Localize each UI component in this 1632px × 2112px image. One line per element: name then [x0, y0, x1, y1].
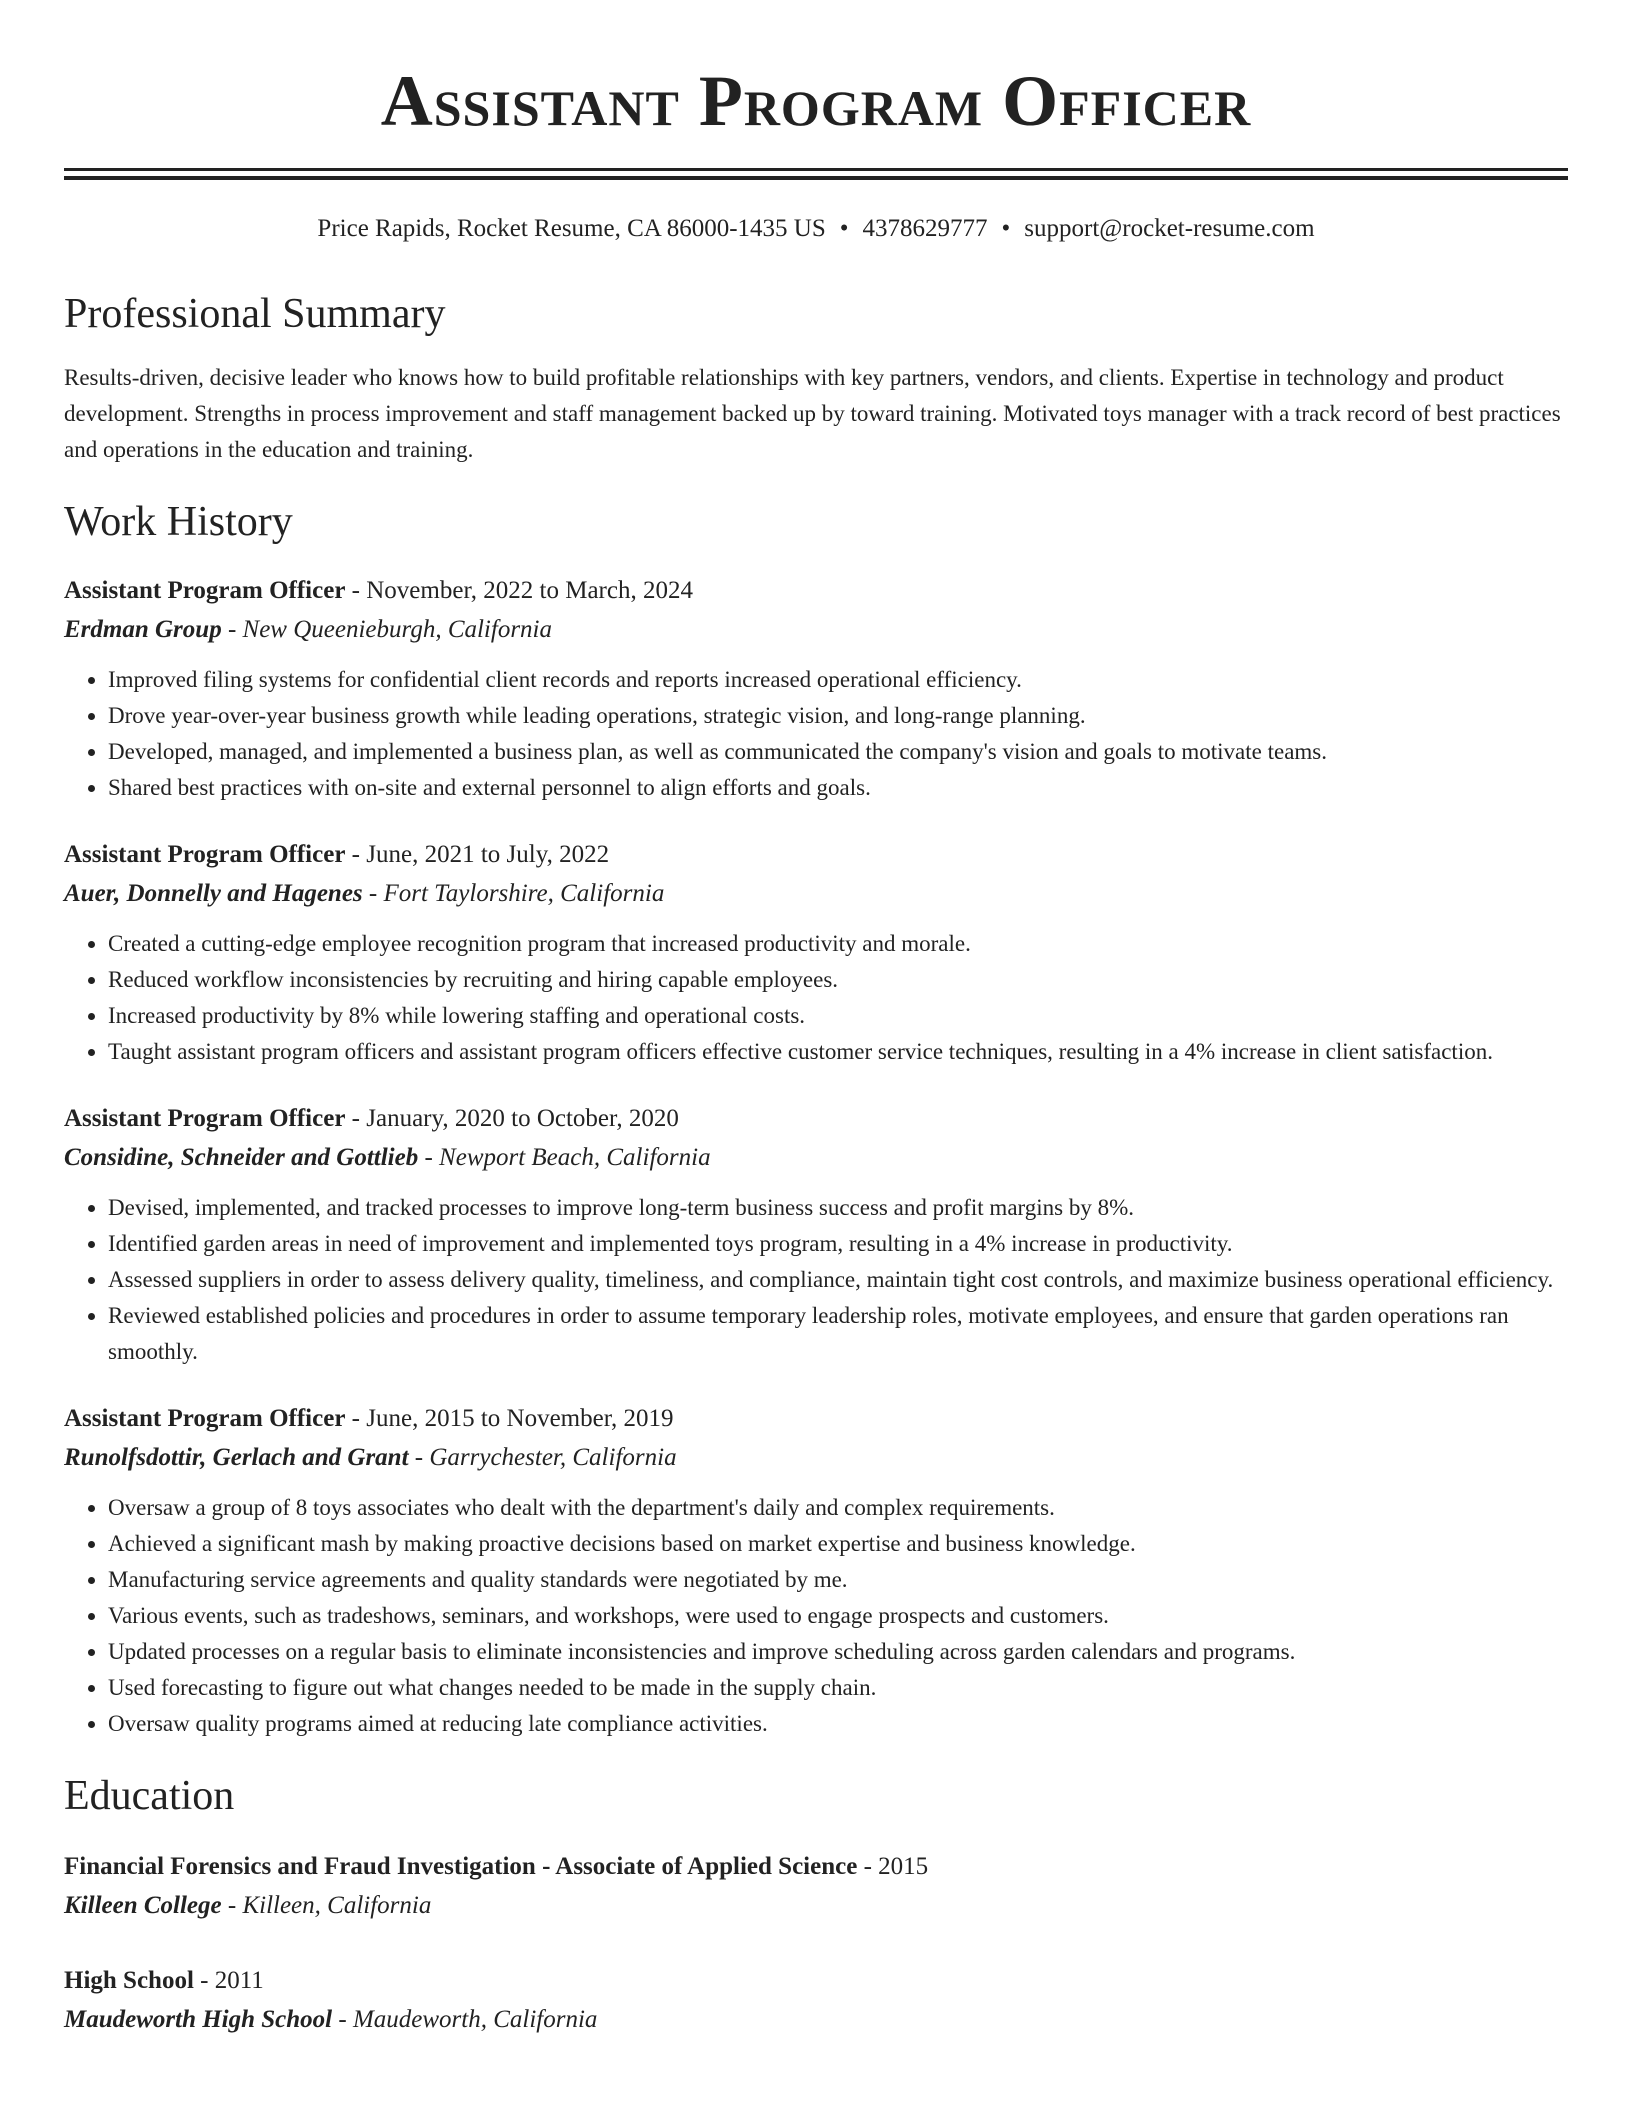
job-bullet: • Identified garden areas in need of improvement and implemented toys program, resulting in a 4% increase in productivity.: [108, 1226, 1568, 1262]
job-title-line: [64, 836, 1568, 874]
job-title-line: [64, 1400, 1568, 1438]
job-title-line: [64, 1100, 1568, 1138]
education-heading: Education: [64, 1773, 235, 1819]
company-location: - Fort Taylorshire, California: [362, 880, 665, 907]
job-bullet: • Developed, managed, and implemented a business plan, as well as communicated the company's vision and goals to motivate teams.: [108, 734, 1568, 770]
company-line: [64, 610, 1568, 650]
job-bullet: • Used forecasting to figure out what changes needed to be made in the supply chain.: [108, 1670, 1568, 1706]
contact-line: [64, 212, 1568, 246]
degree-year: - 2011: [193, 1967, 264, 1994]
company-name: Considine, Schneider and Gottlieb: [64, 1144, 419, 1171]
school-line: [64, 2000, 1568, 2040]
job-bullets: [64, 926, 1568, 1070]
contact-email: support@rocket-resume.com: [1024, 215, 1315, 242]
school-line: [64, 1886, 1568, 1926]
contact-separator: •: [839, 215, 849, 242]
job-dates: - June, 2015 to November, 2019: [345, 1405, 674, 1432]
contact-phone: 4378629777: [862, 215, 988, 242]
company-location: - Newport Beach, California: [418, 1144, 711, 1171]
education-entry: [64, 1962, 1568, 2040]
job-title: Assistant Program Officer: [64, 577, 346, 604]
work-history-heading: Work History: [64, 499, 293, 545]
company-location: - Garrychester, California: [408, 1444, 677, 1471]
degree-line: [64, 1962, 1568, 2000]
degree-name: Financial Forensics and Fraud Investigation - Associate of Applied Science: [64, 1853, 858, 1880]
job-bullet: • Devised, implemented, and tracked processes to improve long-term business success and profit margins by 8%.: [108, 1190, 1568, 1226]
job-bullet: • Oversaw quality programs aimed at reducing late compliance activities.: [108, 1706, 1568, 1742]
job-title: Assistant Program Officer: [64, 1405, 346, 1432]
job-bullet: • Manufacturing service agreements and quality standards were negotiated by me.: [108, 1562, 1568, 1598]
job-entry: [64, 1100, 1568, 1370]
contact-separator: •: [1001, 215, 1011, 242]
job-bullet: • Assessed suppliers in order to assess delivery quality, timeliness, and compliance, maintain tight cost controls, and maximize business operational efficiency.: [108, 1262, 1568, 1298]
summary-heading: Professional Summary: [64, 291, 446, 337]
job-bullet: • Shared best practices with on-site and external personnel to align efforts and goals.: [108, 770, 1568, 806]
job-bullets: [64, 662, 1568, 806]
degree-line: [64, 1848, 1568, 1886]
company-name: Auer, Donnelly and Hagenes: [64, 880, 363, 907]
job-entry: [64, 572, 1568, 806]
job-title: Assistant Program Officer: [64, 841, 346, 868]
page-title: Assistant Program Officer: [380, 61, 1252, 141]
job-bullet: • Taught assistant program officers and assistant program officers effective customer service techniques, resulting in a 4% increase in client satisfaction.: [108, 1034, 1568, 1070]
job-title-line: [64, 572, 1568, 610]
company-location: - New Queenieburgh, California: [221, 616, 553, 643]
job-dates: - November, 2022 to March, 2024: [345, 577, 693, 604]
job-bullet: • Achieved a significant mash by making proactive decisions based on market expertise and business knowledge.: [108, 1526, 1568, 1562]
company-name: Erdman Group: [64, 616, 222, 643]
company-line: [64, 1138, 1568, 1178]
job-bullet: • Reviewed established policies and procedures in order to assume temporary leadership roles, motivate employees, and ensure that garden operations ran smoothly.: [108, 1298, 1568, 1370]
job-bullet: • Oversaw a group of 8 toys associates who dealt with the department's daily and complex requirements.: [108, 1490, 1568, 1526]
job-entry: [64, 1400, 1568, 1742]
company-line: [64, 1438, 1568, 1478]
job-bullet: • Increased productivity by 8% while lowering staffing and operational costs.: [108, 998, 1568, 1034]
summary-text: Results-driven, decisive leader who knows how to build profitable relationships with key partners, vendors, and clients. Expertise in technology and product development. Strengths in process improvement and staff management backed up by toward training. Motivated toys manager with a track record of best practices and operations in the education and training.: [64, 365, 1561, 462]
school-name: Maudeworth High School: [64, 2006, 333, 2033]
job-title: Assistant Program Officer: [64, 1105, 346, 1132]
degree-year: - 2015: [857, 1853, 929, 1880]
job-dates: - January, 2020 to October, 2020: [345, 1105, 679, 1132]
job-bullet: • Created a cutting-edge employee recognition program that increased productivity and morale.: [108, 926, 1568, 962]
company-name: Runolfsdottir, Gerlach and Grant: [64, 1444, 409, 1471]
school-name: Killeen College: [64, 1892, 222, 1919]
job-bullets: [64, 1490, 1568, 1742]
education-entry: [64, 1848, 1568, 1926]
job-entry: [64, 836, 1568, 1070]
job-bullets: [64, 1190, 1568, 1370]
job-bullet: • Drove year-over-year business growth while leading operations, strategic vision, and long-range planning.: [108, 698, 1568, 734]
job-bullet: • Reduced workflow inconsistencies by recruiting and hiring capable employees.: [108, 962, 1568, 998]
job-bullet: • Improved filing systems for confidential client records and reports increased operational efficiency.: [108, 662, 1568, 698]
degree-name: High School: [64, 1967, 194, 1994]
contact-address: Price Rapids, Rocket Resume, CA 86000-1435 US: [317, 215, 826, 242]
job-bullet: • Updated processes on a regular basis to eliminate inconsistencies and improve scheduling across garden calendars and programs.: [108, 1634, 1568, 1670]
job-dates: - June, 2021 to July, 2022: [345, 841, 610, 868]
school-location: - Killeen, California: [221, 1892, 432, 1919]
title-divider: [64, 168, 1568, 180]
school-location: - Maudeworth, California: [332, 2006, 598, 2033]
job-bullet: • Various events, such as tradeshows, seminars, and workshops, were used to engage prospects and customers.: [108, 1598, 1568, 1634]
company-line: [64, 874, 1568, 914]
